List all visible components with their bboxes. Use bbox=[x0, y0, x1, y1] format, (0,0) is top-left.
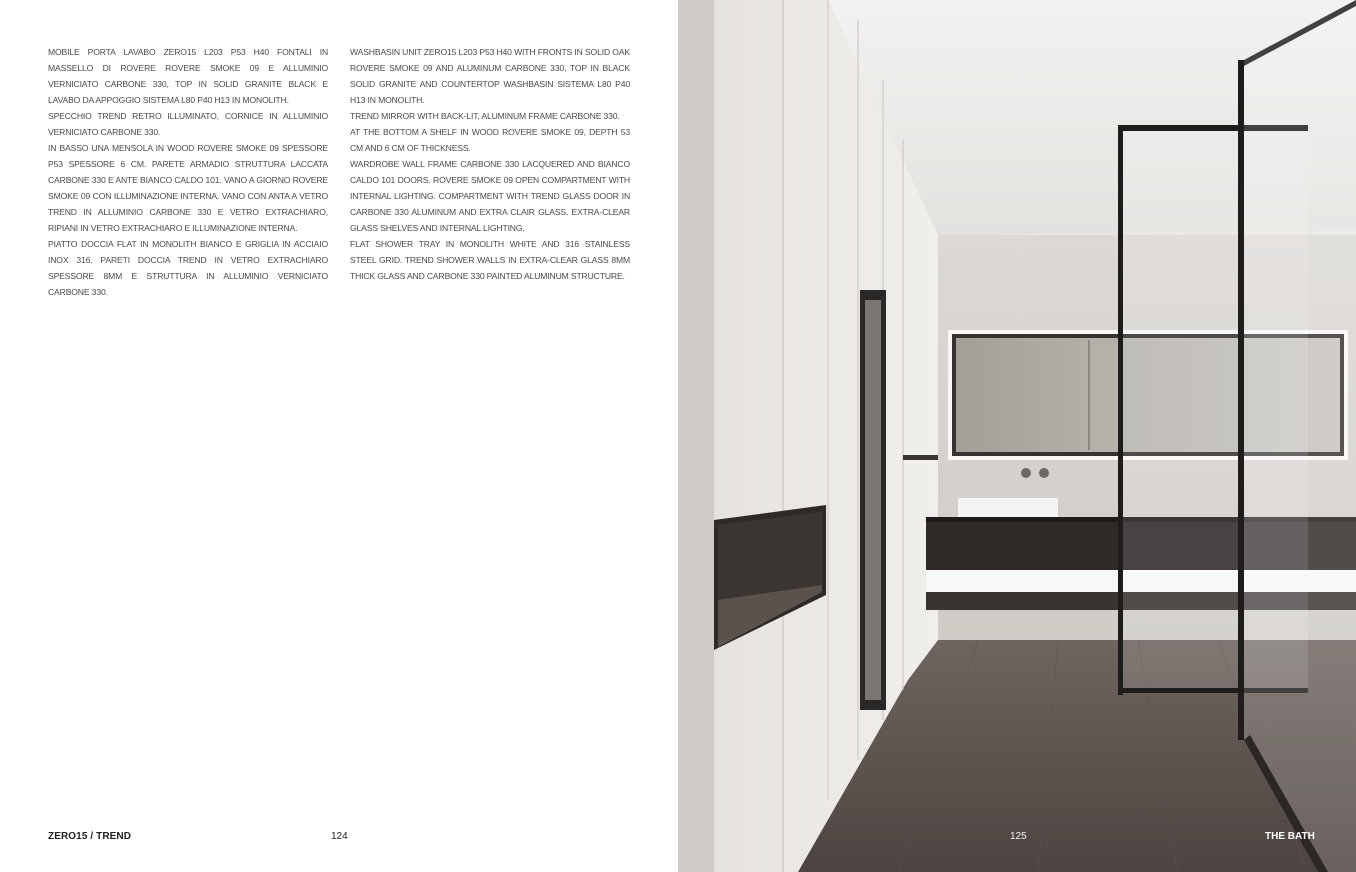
italian-paragraph-shelf-wardrobe: IN BASSO UNA MENSOLA IN WOOD ROVERE SMOKE 09 SPESSORE P53 SPESSORE 6 CM. PARETE ARMADIO STRUTTURA LACCATA CARBONE 330 E ANTE BIANCO CALDO 101. VANO A GIORNO ROVERE SMOKE 09 CON ILLUMINAZIONE INTERNA. VANO CON ANTA A VETRO TREND IN ALLUMINIO CARBONE 330 E VETRO EXTRACHIARO, RIPIANI IN VETRO EXTRACHIARO E ILLUMINAZIONE INTERNA. bbox=[48, 143, 328, 233]
collection-title: ZERO15 / TREND bbox=[48, 831, 132, 842]
page-number-right: 125 bbox=[1010, 831, 1027, 842]
italian-paragraph-shower: PIATTO DOCCIA FLAT IN MONOLITH BIANCO E GRIGLIA IN ACCIAIO INOX 316. PARETI DOCCIA TREND IN VETRO EXTRACHIARO SPESSORE 8MM E STRUTTURA IN ALLUMINIO VERNICIATO CARBONE 330. bbox=[48, 239, 328, 297]
section-title: THE BATH bbox=[1265, 831, 1315, 842]
english-paragraph-wardrobe: WARDROBE WALL FRAME CARBONE 330 LACQUERED AND BIANCO CALDO 101 DOORS. ROVERE SMOKE 09 OPEN COMPARTMENT WITH INTERNAL LIGHTING. COMPARTMENT WITH TREND GLASS DOOR IN CARBONE 330 ALUMINUM AND EXTRA CLAIR GLASS. EXTRA-CLEAR GLASS SHELVES AND INTERNAL LIGHTING. bbox=[350, 159, 630, 233]
english-paragraph-shelf: AT THE BOTTOM A SHELF IN WOOD ROVERE SMOKE 09, DEPTH 53 CM AND 6 CM OF THICKNESS. bbox=[350, 127, 630, 153]
english-paragraph-washbasin-unit: WASHBASIN UNIT ZERO15 L203 P53 H40 WITH FRONTS IN SOLID OAK ROVERE SMOKE 09 AND ALUMINUM CARBONE 330, TOP IN BLACK SOLID GRANITE AND COUNTERTOP WASHBASIN SISTEMA L80 P40 H13 IN MONOLITH. bbox=[350, 47, 630, 105]
english-paragraph-shower: FLAT SHOWER TRAY IN MONOLITH WHITE AND 316 STAINLESS STEEL GRID. TREND SHOWER WALLS IN EXTRA-CLEAR GLASS 8MM THICK GLASS AND CARBONE 330 PAINTED ALUMINUM STRUCTURE. bbox=[350, 239, 630, 281]
italian-description-column bbox=[48, 44, 328, 300]
page-number-left: 124 bbox=[331, 831, 348, 842]
english-description-column bbox=[350, 44, 630, 284]
english-paragraph-mirror: TREND MIRROR WITH BACK-LIT, ALUMINUM FRAME CARBONE 330. bbox=[350, 111, 620, 121]
italian-paragraph-mirror: SPECCHIO TREND RETRO ILLUMINATO, CORNICE IN ALLUMINIO VERNICIATO CARBONE 330. bbox=[48, 111, 328, 137]
bathroom-photo bbox=[678, 0, 1356, 872]
italian-paragraph-washbasin-unit: MOBILE PORTA LAVABO ZERO15 L203 P53 H40 FONTALI IN MASSELLO DI ROVERE ROVERE SMOKE 09 E ALLUMINIO VERNICIATO CARBONE 330, TOP IN SOLID GRANITE BLACK E LAVABO DA APPOGGIO SISTEMA L80 P40 H13 IN MONOLITH. bbox=[48, 47, 328, 105]
